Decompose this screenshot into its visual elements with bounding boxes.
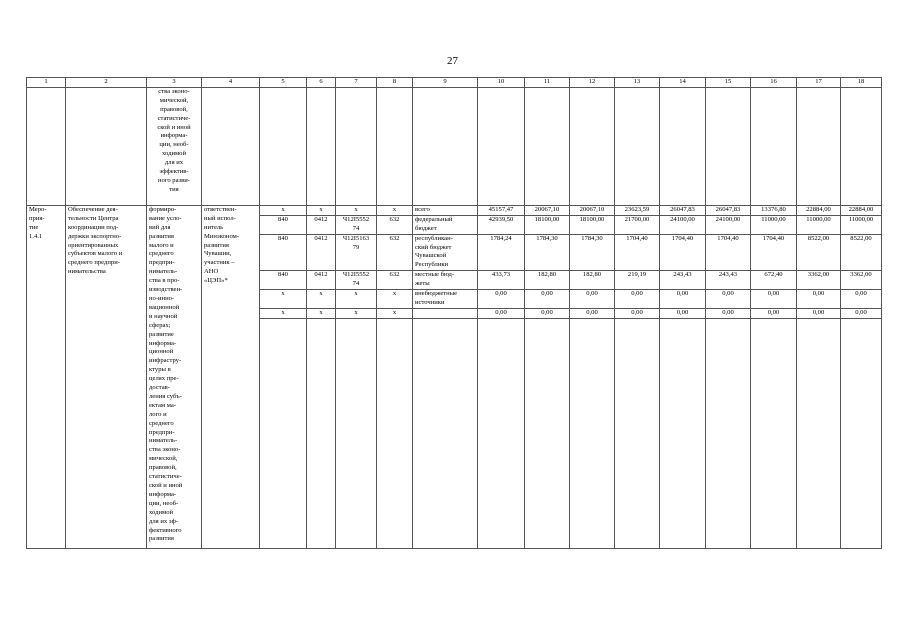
- continued-goal-text: ства эконо- мической, правовой, статистиче- ской и иной информа- ции, необ- ходимой для их эффектив- ного разви- тия: [147, 87, 202, 205]
- budget-code-grbs: x: [260, 290, 307, 309]
- column-number: 16: [751, 78, 797, 88]
- funding-value: 20067,10: [570, 205, 615, 215]
- empty-cell: [706, 87, 751, 205]
- column-number-row: [27, 78, 882, 88]
- funding-value: 1784,30: [525, 234, 570, 271]
- funding-value: 11000,00: [797, 215, 841, 234]
- funding-value: 0,00: [797, 290, 841, 309]
- funding-value: 42939,50: [478, 215, 525, 234]
- funding-value: 3362,00: [797, 271, 841, 290]
- empty-cell: [615, 318, 660, 548]
- funding-source: [413, 308, 478, 318]
- funding-value: 1704,40: [615, 234, 660, 271]
- funding-value: 0,00: [841, 290, 882, 309]
- budget-code-csr: Ч12I5163 79: [336, 234, 377, 271]
- column-number: 11: [525, 78, 570, 88]
- funding-value: 1704,40: [751, 234, 797, 271]
- funding-value: 0,00: [478, 290, 525, 309]
- funding-source: республикан- ский бюджет Чувашской Республики: [413, 234, 478, 271]
- empty-cell: [307, 318, 336, 548]
- funding-value: 0,00: [660, 290, 706, 309]
- funding-value: 11000,00: [841, 215, 882, 234]
- funding-value: 11000,00: [751, 215, 797, 234]
- column-number: 10: [478, 78, 525, 88]
- budget-code-vr: x: [377, 290, 413, 309]
- budget-code-csr: Ч12I5552 74: [336, 271, 377, 290]
- funding-value: 243,43: [706, 271, 751, 290]
- funding-value: 243,43: [660, 271, 706, 290]
- funding-value: 22884,00: [841, 205, 882, 215]
- funding-value: 13376,80: [751, 205, 797, 215]
- funding-value: 26047,83: [706, 205, 751, 215]
- event-title: Обеспечение дея- тельности Центра координации под- держки экспортно- ориентированных субъектов малого и среднего предпри- нимательства: [66, 205, 147, 548]
- funding-value: 20067,10: [525, 205, 570, 215]
- funding-value: 8522,00: [841, 234, 882, 271]
- funding-value: 219,19: [615, 271, 660, 290]
- funding-value: 45157,47: [478, 205, 525, 215]
- budget-code-rzpr: 0412: [307, 271, 336, 290]
- funding-value: 0,00: [706, 290, 751, 309]
- column-number: 4: [202, 78, 260, 88]
- empty-cell: [478, 87, 525, 205]
- empty-cell: [615, 87, 660, 205]
- empty-cell: [525, 87, 570, 205]
- funding-value: 1784,30: [570, 234, 615, 271]
- column-number: 15: [706, 78, 751, 88]
- funding-value: 1784,24: [478, 234, 525, 271]
- column-number: 3: [147, 78, 202, 88]
- column-number: 2: [66, 78, 147, 88]
- funding-value: 21700,00: [615, 215, 660, 234]
- funding-value: 0,00: [751, 308, 797, 318]
- event-goal: формиро- вание усло- вий для развития малого и среднего предпри- ниматель- ства в про- изводствен- но-инно- вационной и научной сферах; развитие информа- ционной инфрастру- ктуры в целях пре- достав- ления субъ- ектам ма- лого и среднего предпри- ниматель- ства эконо- мической, правовой, статистиче- ской и иной информа- ции, необ- ходимой для их эф- фективного развития: [147, 205, 202, 548]
- funding-value: 0,00: [615, 308, 660, 318]
- funding-value: 18100,00: [525, 215, 570, 234]
- funding-value: 1704,40: [660, 234, 706, 271]
- budget-code-grbs: x: [260, 308, 307, 318]
- budget-code-vr: 632: [377, 234, 413, 271]
- empty-cell: [202, 87, 260, 205]
- event-name: Меро- прия- тие 1.4.1: [27, 205, 66, 548]
- funding-source: местные бюд- жеты: [413, 271, 478, 290]
- funding-value: 672,40: [751, 271, 797, 290]
- budget-code-rzpr: 0412: [307, 234, 336, 271]
- budget-code-rzpr: x: [307, 205, 336, 215]
- budget-code-csr: x: [336, 205, 377, 215]
- column-number: 8: [377, 78, 413, 88]
- funding-value: 18100,00: [570, 215, 615, 234]
- empty-cell: [797, 318, 841, 548]
- funding-value: 24100,00: [706, 215, 751, 234]
- budget-code-grbs: 840: [260, 234, 307, 271]
- funding-source: федеральный бюджет: [413, 215, 478, 234]
- empty-cell: [260, 318, 307, 548]
- funding-value: 24100,00: [660, 215, 706, 234]
- column-number: 6: [307, 78, 336, 88]
- funding-value: 182,80: [525, 271, 570, 290]
- budget-code-csr: x: [336, 308, 377, 318]
- funding-value: 0,00: [797, 308, 841, 318]
- column-number: 5: [260, 78, 307, 88]
- empty-cell: [570, 318, 615, 548]
- empty-cell: [706, 318, 751, 548]
- budget-code-rzpr: x: [307, 290, 336, 309]
- funding-value: 182,80: [570, 271, 615, 290]
- funding-value: 0,00: [570, 290, 615, 309]
- empty-cell: [570, 87, 615, 205]
- funding-value: 3362,00: [841, 271, 882, 290]
- program-table: [26, 77, 882, 549]
- budget-code-grbs: 840: [260, 271, 307, 290]
- empty-cell: [336, 87, 377, 205]
- budget-code-vr: 632: [377, 215, 413, 234]
- budget-code-grbs: 840: [260, 215, 307, 234]
- funding-source: всего: [413, 205, 478, 215]
- funding-value: 0,00: [570, 308, 615, 318]
- funding-value: 0,00: [615, 290, 660, 309]
- budget-code-csr: x: [336, 290, 377, 309]
- funding-value: 26047,83: [660, 205, 706, 215]
- funding-value: 0,00: [525, 290, 570, 309]
- empty-cell: [797, 87, 841, 205]
- funding-value: 0,00: [478, 308, 525, 318]
- budget-code-rzpr: x: [307, 308, 336, 318]
- empty-cell: [413, 87, 478, 205]
- empty-cell: [751, 318, 797, 548]
- empty-cell: [66, 87, 147, 205]
- funding-value: 0,00: [660, 308, 706, 318]
- funding-value: 23623,59: [615, 205, 660, 215]
- column-number: 1: [27, 78, 66, 88]
- funding-value: 433,73: [478, 271, 525, 290]
- funding-value: 0,00: [706, 308, 751, 318]
- empty-cell: [478, 318, 525, 548]
- budget-code-vr: x: [377, 308, 413, 318]
- funding-value: 8522,00: [797, 234, 841, 271]
- column-number: 9: [413, 78, 478, 88]
- column-number: 13: [615, 78, 660, 88]
- funding-value: 0,00: [525, 308, 570, 318]
- funding-value: 0,00: [841, 308, 882, 318]
- continuation-row: [27, 87, 882, 205]
- column-number: 18: [841, 78, 882, 88]
- empty-cell: [525, 318, 570, 548]
- empty-cell: [260, 87, 307, 205]
- column-number: 7: [336, 78, 377, 88]
- empty-cell: [336, 318, 377, 548]
- budget-code-rzpr: 0412: [307, 215, 336, 234]
- empty-cell: [307, 87, 336, 205]
- empty-cell: [751, 87, 797, 205]
- funding-source: внебюджетные источники: [413, 290, 478, 309]
- column-number: 17: [797, 78, 841, 88]
- empty-cell: [660, 87, 706, 205]
- budget-code-csr: Ч12I5552 74: [336, 215, 377, 234]
- empty-cell: [377, 87, 413, 205]
- empty-cell: [660, 318, 706, 548]
- empty-cell: [841, 318, 882, 548]
- empty-cell: [27, 87, 66, 205]
- empty-cell: [377, 318, 413, 548]
- empty-cell: [413, 318, 478, 548]
- event-executor: ответствен- ный испол- нитель Минэконом- развития Чувашии, участник – АНО «ЦЭП»*: [202, 205, 260, 548]
- funding-value: 22884,00: [797, 205, 841, 215]
- budget-code-vr: x: [377, 205, 413, 215]
- funding-value: 0,00: [751, 290, 797, 309]
- funding-value: 1704,40: [706, 234, 751, 271]
- empty-cell: [841, 87, 882, 205]
- budget-code-grbs: x: [260, 205, 307, 215]
- column-number: 12: [570, 78, 615, 88]
- table-row: [27, 205, 882, 215]
- budget-code-vr: 632: [377, 271, 413, 290]
- page-number: 27: [447, 55, 458, 67]
- column-number: 14: [660, 78, 706, 88]
